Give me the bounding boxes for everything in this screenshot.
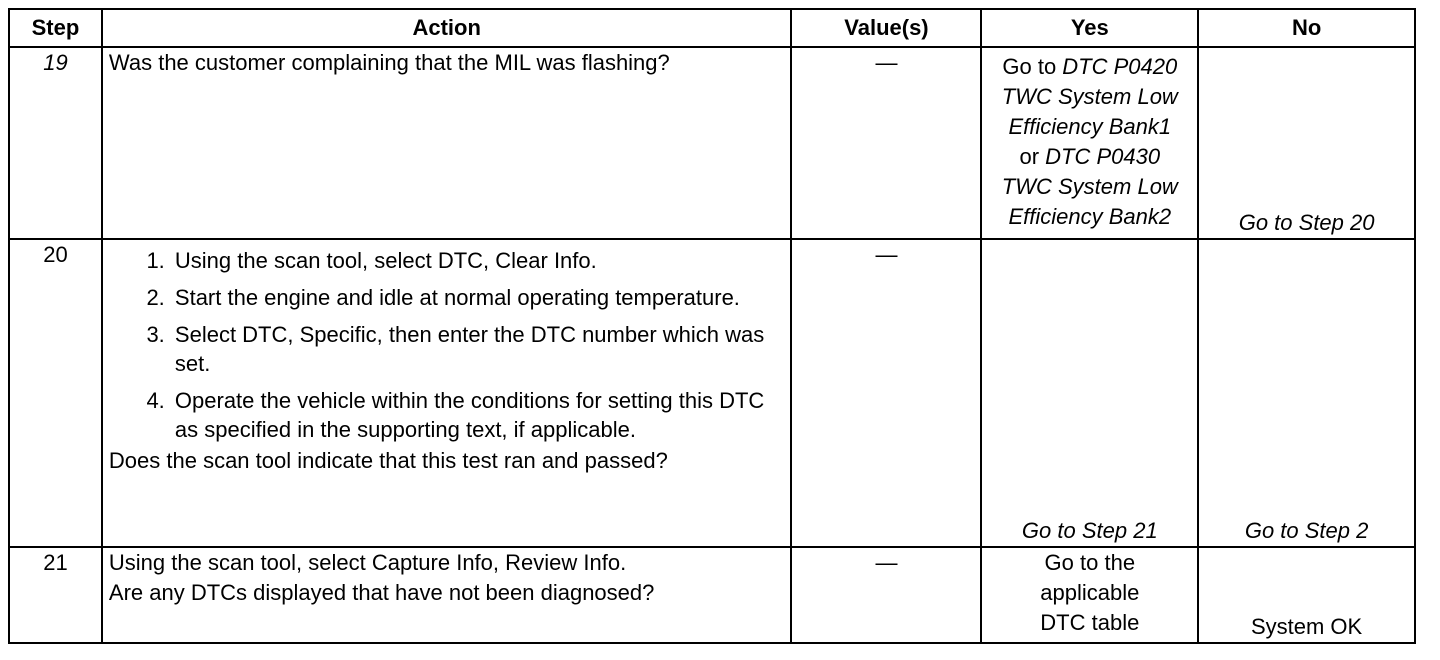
step-number: 19	[9, 47, 102, 239]
value-cell: —	[791, 239, 981, 547]
table-row	[9, 47, 1415, 239]
header-step: Step	[9, 9, 102, 47]
yes-link[interactable]: DTC P0430	[1045, 144, 1161, 169]
no-link[interactable]: Go to Step 2	[1244, 518, 1369, 543]
yes-line-prefix: Go to	[1002, 54, 1063, 79]
action-cell	[102, 239, 792, 547]
yes-cell	[981, 547, 1198, 643]
action-question: Was the customer complaining that the MIL was flashing?	[108, 50, 670, 75]
yes-line	[988, 52, 1191, 82]
yes-link[interactable]: Go to Step 21	[1021, 518, 1158, 543]
action-line: Using the scan tool, select Capture Info, Review Info.	[108, 550, 627, 575]
table-header-row	[9, 9, 1415, 47]
action-step: 1. Using the scan tool, select DTC, Clear Info.	[171, 246, 785, 275]
no-result: System OK	[1250, 614, 1363, 639]
yes-line: DTC table	[1040, 610, 1140, 635]
action-question: Does the scan tool indicate that this test ran and passed?	[108, 448, 668, 473]
header-value: Value(s)	[791, 9, 981, 47]
no-link[interactable]: Go to Step 20	[1238, 210, 1375, 235]
action-step-list	[109, 246, 785, 444]
table-row	[9, 239, 1415, 547]
action-question: Are any DTCs displayed that have not been diagnosed?	[108, 580, 655, 605]
yes-cell	[981, 239, 1198, 547]
action-cell	[102, 547, 792, 643]
yes-cell	[981, 47, 1198, 239]
yes-line: Efficiency Bank2	[1008, 204, 1172, 229]
action-cell	[102, 47, 792, 239]
diagnostic-table	[8, 8, 1416, 644]
yes-line: TWC System Low	[1001, 174, 1178, 199]
step-number: 21	[9, 547, 102, 643]
yes-line: applicable	[1040, 580, 1140, 605]
header-no: No	[1198, 9, 1415, 47]
yes-line	[988, 142, 1191, 172]
header-yes: Yes	[981, 9, 1198, 47]
no-cell	[1198, 239, 1415, 547]
yes-link[interactable]: DTC P0420	[1062, 54, 1178, 79]
step-number: 20	[9, 239, 102, 547]
value-cell: —	[791, 47, 981, 239]
no-cell	[1198, 547, 1415, 643]
table-row	[9, 547, 1415, 643]
value-cell: —	[791, 547, 981, 643]
yes-line: Efficiency Bank1	[1008, 114, 1172, 139]
yes-line: Go to the	[1044, 550, 1136, 575]
no-cell	[1198, 47, 1415, 239]
yes-line-prefix: or	[1019, 144, 1046, 169]
yes-line: TWC System Low	[1001, 84, 1178, 109]
action-step: 3. Select DTC, Specific, then enter the DTC number which was set.	[171, 320, 785, 378]
action-step: 2. Start the engine and idle at normal operating temperature.	[171, 283, 785, 312]
action-step: 4. Operate the vehicle within the conditions for setting this DTC as specified in the supporting text, if applicable.	[171, 386, 785, 444]
header-action: Action	[102, 9, 792, 47]
